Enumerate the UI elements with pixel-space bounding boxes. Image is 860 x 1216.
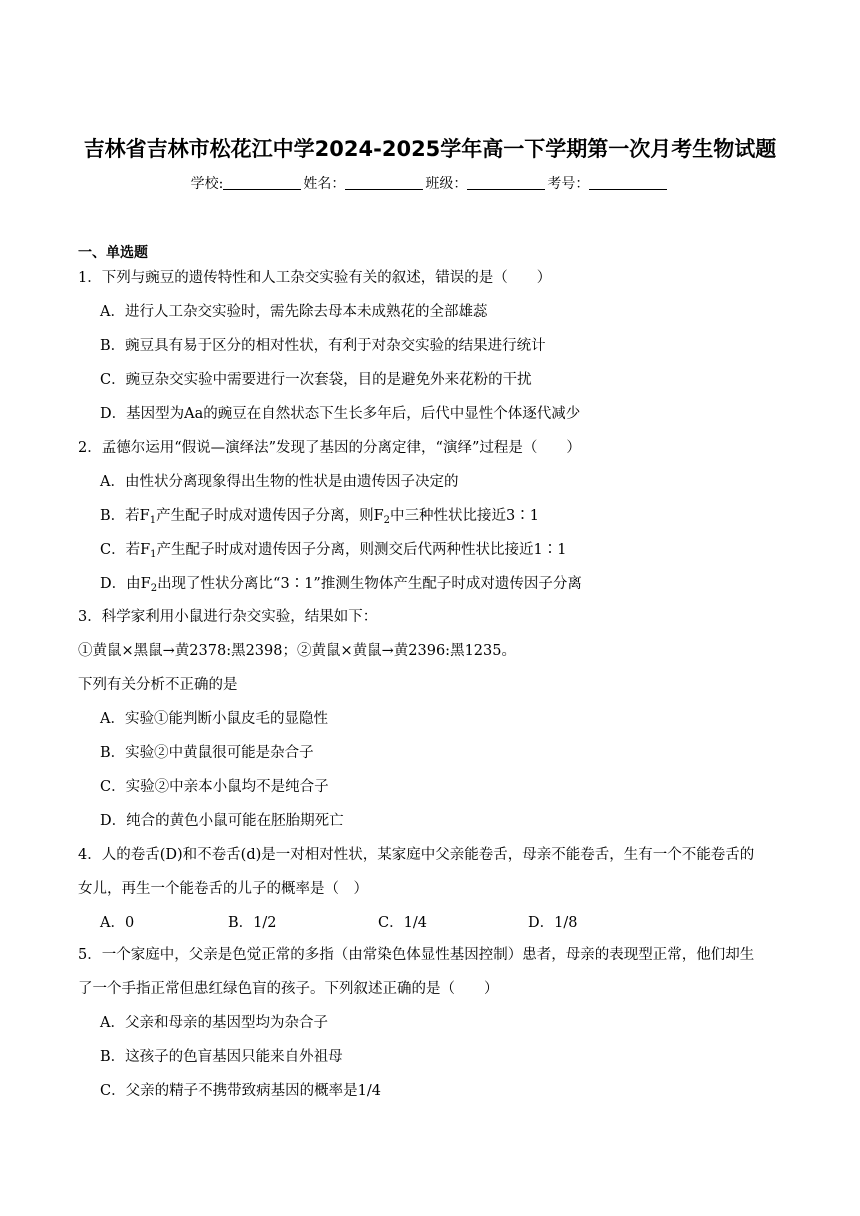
name-label: 姓名：: [303, 176, 346, 192]
question-4-option-b: B．1/2: [228, 915, 277, 931]
name-blank: [345, 175, 423, 190]
question-4-option-c: C．1/4: [378, 915, 427, 931]
student-info-line: [0, 173, 860, 193]
question-2-option-d: D．由$F_2$出现了性状分离比“3∶1”推测生物体产生配子时成对遗传因子分离: [100, 576, 582, 594]
question-2-stem: 2．孟德尔运用“假说—演绎法”发现了基因的分离定律，“演绎”过程是（ ）: [78, 440, 581, 456]
question-4-option-a: A．0: [100, 915, 135, 931]
question-1-option-a: A．进行人工杂交实验时，需先除去母本未成熟花的全部雄蕊: [100, 304, 488, 320]
question-5-stem-line1: 5．一个家庭中，父亲是色觉正常的多指（由常染色体显性基因控制）患者，母亲的表现型正常，他们却生: [78, 947, 755, 963]
question-4-option-d: D．1/8: [528, 915, 578, 931]
question-2-option-b: B．若$F_1$产生配子时成对遗传因子分离，则$F_2$中三种性状比接近3∶1: [100, 508, 539, 526]
question-3-option-a: A．实验①能判断小鼠皮毛的显隐性: [100, 711, 328, 727]
question-1-option-d: D．基因型为Aa的豌豆在自然状态下生长多年后，后代中显性个体逐代减少: [100, 406, 581, 422]
question-5-option-c: C．父亲的精子不携带致病基因的概率是1/4: [100, 1083, 381, 1099]
class-label: 班级：: [425, 176, 468, 192]
school-blank: [223, 175, 301, 190]
question-2-option-c: C．若$F_1$产生配子时成对遗传因子分离，则测交后代两种性状比接近1∶1: [100, 542, 567, 560]
question-5-option-a: A．父亲和母亲的基因型均为杂合子: [100, 1015, 328, 1031]
section-heading: 一、单选题: [78, 245, 148, 261]
school-label: 学校:: [190, 176, 224, 192]
question-3-option-c: C．实验②中亲本小鼠均不是纯合子: [100, 779, 329, 795]
question-3-ask: 下列有关分析不正确的是: [78, 677, 238, 693]
question-5-stem-line2: 了一个手指正常但患红绿色盲的孩子。下列叙述正确的是（ ）: [78, 981, 499, 997]
question-5-option-b: B．这孩子的色盲基因只能来自外祖母: [100, 1049, 343, 1065]
question-3-data: ①黄鼠×黑鼠→黄2378:黑2398；②黄鼠×黄鼠→黄2396:黑1235。: [78, 643, 516, 659]
number-blank: [589, 175, 667, 190]
question-4-stem-line1: 4．人的卷舌(D)和不卷舌(d)是一对相对性状，某家庭中父亲能卷舌，母亲不能卷舌，生有一个不能卷舌的: [78, 847, 755, 863]
question-3-stem: 3．科学家利用小鼠进行杂交实验，结果如下：: [78, 609, 378, 625]
question-1-option-b: B．豌豆具有易于区分的相对性状，有利于对杂交实验的结果进行统计: [100, 338, 546, 354]
question-3-option-b: B．实验②中黄鼠很可能是杂合子: [100, 745, 314, 761]
question-1-option-c: C．豌豆杂交实验中需要进行一次套袋，目的是避免外来花粉的干扰: [100, 372, 532, 388]
question-2-option-a: A．由性状分离现象得出生物的性状是由遗传因子决定的: [100, 474, 459, 490]
class-blank: [467, 175, 545, 190]
exam-title: 吉林省吉林市松花江中学2024-2025学年高一下学期第一次月考生物试题: [83, 137, 777, 161]
number-label: 考号：: [547, 176, 590, 192]
question-1-stem: 1．下列与豌豆的遗传特性和人工杂交实验有关的叙述，错误的是（ ）: [78, 270, 552, 286]
question-4-stem-line2: 女儿，再生一个能卷舌的儿子的概率是（ ）: [78, 881, 368, 897]
question-3-option-d: D．纯合的黄色小鼠可能在胚胎期死亡: [100, 813, 344, 829]
